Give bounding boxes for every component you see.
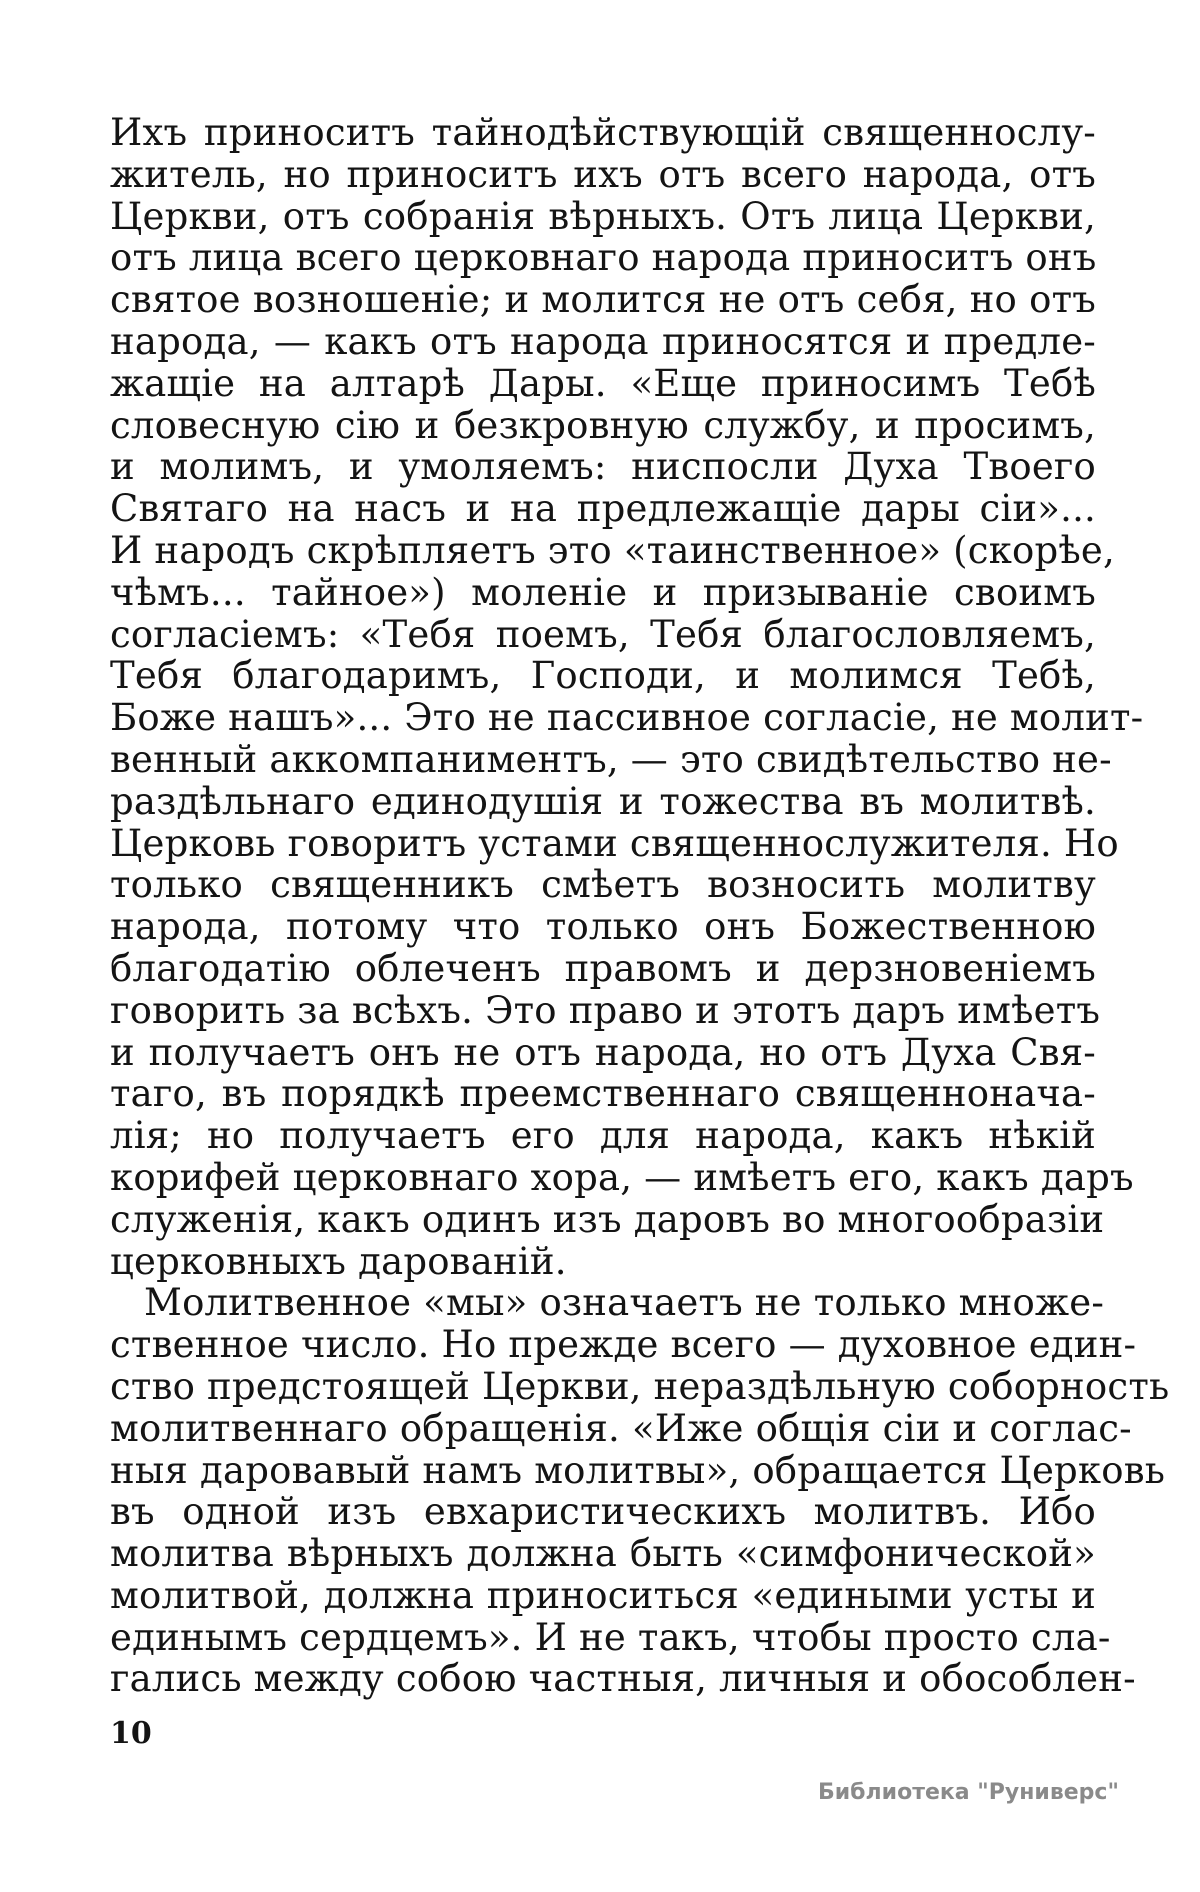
text-line: словесную сію и безкровную службу, и просимъ,	[110, 403, 1096, 447]
text-line: благодатію облеченъ правомъ и дерзновеніемъ	[110, 946, 1096, 990]
text-line: И народъ скрѣпляетъ это «таинственное» (скорѣе,	[110, 528, 1115, 572]
page-number: 10	[110, 1716, 152, 1751]
text-line: Тебя благодаримъ, Господи, и молимся Тебѣ,	[110, 654, 1096, 698]
text-line: ныя даровавый намъ молитвы», обращается Церковь	[110, 1448, 1166, 1492]
text-line: раздѣльнаго единодушія и тожества въ молитвѣ.	[110, 779, 1096, 823]
text-line: молитвеннаго обращенія. «Иже общія сіи и соглас-	[110, 1406, 1132, 1450]
text-line: лія; но получаетъ его для народа, какъ нѣкій	[110, 1114, 1096, 1158]
text-line: и получаетъ онъ не отъ народа, но отъ Духа Свя-	[110, 1030, 1096, 1074]
text-line: въ одной изъ евхаристическихъ молитвъ. Ибо	[110, 1490, 1096, 1534]
text-line: молитва вѣрныхъ должна быть «симфонической»	[110, 1532, 1096, 1576]
text-line: таго, въ порядкѣ преемственнаго священнонача-	[110, 1072, 1096, 1116]
text-line: святое возношеніе; и молится не отъ себя, но отъ	[110, 278, 1096, 322]
text-line: Боже нашъ»... Это не пассивное согласіе, не молит-	[110, 696, 1144, 740]
text-line: Святаго на насъ и на предлежащіе дары сіи»...	[110, 487, 1096, 531]
text-line: единымъ сердцемъ». И не такъ, чтобы просто сла-	[110, 1615, 1111, 1659]
text-line: житель, но приноситъ ихъ отъ всего народа, отъ	[110, 152, 1096, 196]
text-line: жащіе на алтарѣ Дары. «Еще приносимъ Тебѣ	[110, 361, 1096, 405]
text-line: церковныхъ дарованій.	[110, 1239, 567, 1283]
text-line: гались между собою частныя, личныя и обособлен-	[110, 1657, 1136, 1701]
text-line: согласіемъ: «Тебя поемъ, Тебя благословляемъ,	[110, 612, 1096, 656]
text-line: Молитвенное «мы» означаетъ не только множе-	[144, 1281, 1105, 1325]
text-line: ство предстоящей Церкви, нераздѣльную соборность	[110, 1364, 1170, 1408]
text-line: Церкви, отъ собранія вѣрныхъ. Отъ лица Церкви,	[110, 194, 1096, 238]
text-line: Церковь говоритъ устами священнослужителя. Но	[110, 821, 1119, 865]
text-line: народа, потому что только онъ Божественною	[110, 905, 1096, 949]
text-line: народа, — какъ отъ народа приносятся и предле-	[110, 319, 1096, 363]
paragraph-1	[110, 111, 1144, 1283]
text-line: говорить за всѣхъ. Это право и этотъ даръ имѣетъ	[110, 988, 1101, 1032]
text-line: служенія, какъ одинъ изъ даровъ во многообразіи	[110, 1197, 1105, 1241]
page-text	[110, 111, 1170, 1701]
text-line: чѣмъ... тайное») моленіе и призываніе своимъ	[110, 570, 1096, 614]
text-line: венный аккомпаниментъ, — это свидѣтельство не-	[110, 737, 1112, 781]
library-watermark: Библиотека "Руниверс"	[818, 1780, 1119, 1805]
paragraph-2	[110, 1281, 1170, 1701]
text-line: молитвой, должна приноситься «едиными усты и	[110, 1573, 1096, 1617]
text-line: отъ лица всего церковнаго народа приноситъ онъ	[110, 236, 1097, 280]
text-line: и молимъ, и умоляемъ: ниспосли Духа Твоего	[110, 445, 1096, 489]
text-line: ственное число. Но прежде всего — духовное един-	[110, 1323, 1137, 1367]
text-line: корифей церковнаго хора, — имѣетъ его, какъ даръ	[110, 1155, 1134, 1199]
text-line: Ихъ приноситъ тайнодѣйствующій священнослу-	[110, 111, 1096, 154]
text-line: только священникъ смѣетъ возносить молитву	[110, 863, 1096, 907]
